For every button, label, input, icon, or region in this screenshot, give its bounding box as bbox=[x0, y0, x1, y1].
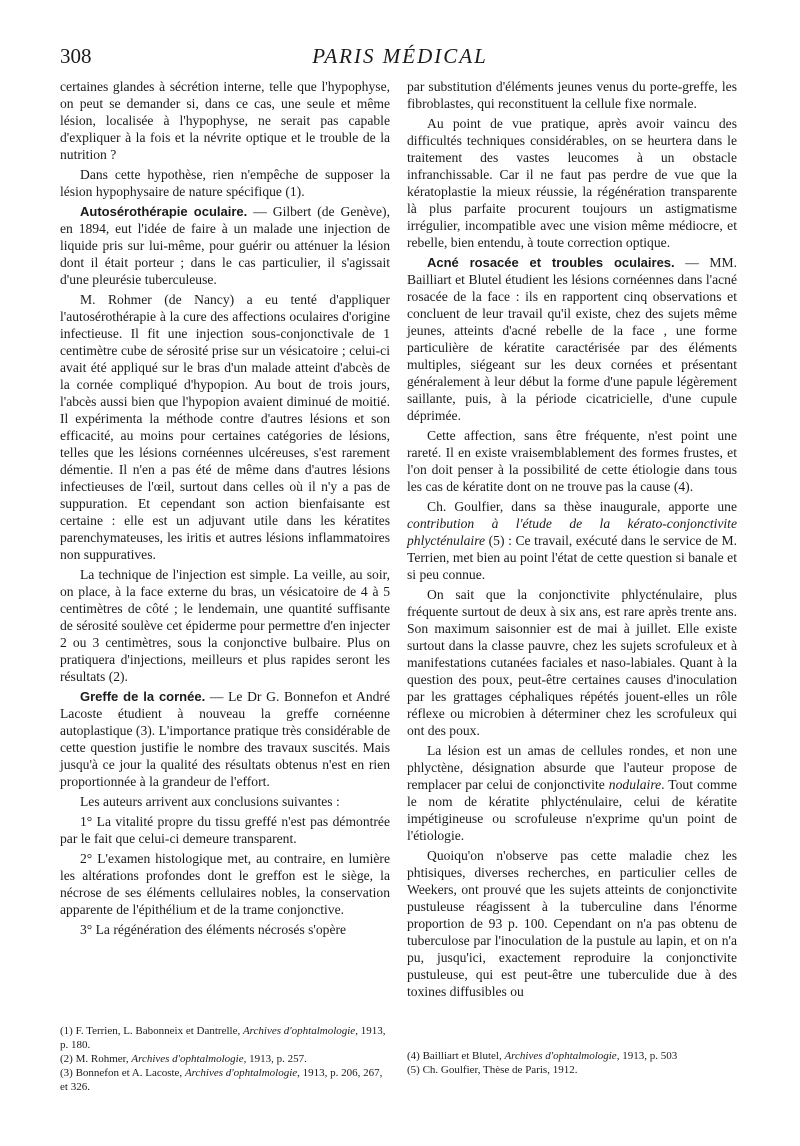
footnote-ref: , 1913, p. 206, 267, et 326. bbox=[60, 1067, 383, 1093]
footnote-author: (1) F. Terrien, L. Babonneix et Dantrelle, bbox=[60, 1025, 243, 1037]
paragraph-text: (5) : Ce travail, exécuté dans le service de M. Terrien, met bien au point l'état de cette question si banale et si peu connue. bbox=[407, 533, 737, 582]
footnote-author: (5) Ch. Goulfier, bbox=[407, 1064, 484, 1076]
right-column bbox=[407, 78, 737, 1003]
footnote bbox=[60, 1066, 390, 1094]
paragraph: Quoiqu'on n'observe pas cette maladie chez les phtisiques, diverses recherches, en particulier celles de Weekers, ont prouvé que les sujets atteints de conjonctivite pustuleuse réagissent à la tuberculine dans l'énorme proportion de 93 p. 100. Cependant on n'a pas obtenu de tuberculose par l'inoculation de la pustule au lapin, et on n'a pu, jusqu'ici, exactement reproduire la conjonctivite pustuleuse, qui est peut-être une tuberculide due à des toxines diffusibles ou bbox=[407, 848, 737, 999]
paragraph: M. Rohmer (de Nancy) a eu tenté d'appliquer l'autosérothérapie à la cure des affections oculaires d'origine infectieuse. Il fit une injection sous-conjonctivale de 1 centimètre cube de sérosité prise sur un vésicatoire ; celui-ci avait été appliqué sur le bras d'un malade atteint d'abcès de la cornée compliqué d'hypopion. Au bout de trois jours, l'abcès aussi bien que l'hypopion avaient diminué de moitié. Il expérimenta la méthode contre d'autres lésions et son efficacité, au moins pour certaines catégories de lésions, telles que les lésions cornéennes ulcéreuses, s'est rarement démentie. Il n'en a pas été de même dans d'autres lésions infectieuses de l'œil, surtout dans celles où il n'y a pas de suppuration. Et cependant son action bienfaisante est certaine : elle est un adjuvant utile dans les kératites parenchymateuses, les iritis et autres lésions inflammatoires non suppuratives. bbox=[60, 292, 390, 562]
footnote-author: (2) M. Rohmer, bbox=[60, 1053, 132, 1065]
footnotes-right bbox=[407, 1049, 737, 1077]
paragraph-text: . Tout comme le nom de kératite phlycténulaire, celui de kératite impétigineuse ou scrofuleuse n'exprime qu'un point de l'étiologie. bbox=[407, 777, 737, 843]
page-number: 308 bbox=[60, 44, 92, 68]
paragraph: certaines glandes à sécrétion interne, telle que l'hypophyse, on peut se demander si, dans ce cas, une seule et même lésion, localisée à l'hypophyse, ne serait pas capable d'expliquer à la fois et la névrite optique et le trouble de la nutrition ? bbox=[60, 79, 390, 162]
section-heading-autoserotherapie: Autosérothérapie oculaire. bbox=[80, 204, 248, 219]
footnote-journal: Archives d'ophtalmologie bbox=[131, 1053, 244, 1065]
footnote bbox=[60, 1024, 390, 1052]
paragraph: 2° L'examen histologique met, au contraire, en lumière les altérations profondes dont le greffon est le siège, la nécrose de ses éléments cellulaires nobles, la conservation apparente de l'épithélium et de la trame conjonctive. bbox=[60, 851, 390, 917]
paragraph bbox=[407, 254, 737, 424]
footnote-journal: Archives d'ophtalmologie bbox=[242, 1025, 356, 1037]
footnote-journal: Archives d'ophtalmologie bbox=[504, 1050, 617, 1062]
paragraph: 3° La régénération des éléments nécrosés s'opère bbox=[80, 922, 347, 937]
page-header bbox=[60, 44, 740, 74]
paragraph bbox=[60, 203, 390, 288]
paragraph-text: La lésion est un amas de cellules rondes, et non une phlyctène, désignation absurde que l'auteur propose de remplacer par celui de conjonctivite bbox=[407, 743, 737, 792]
paragraph bbox=[407, 498, 737, 583]
left-column bbox=[60, 78, 390, 941]
footnote bbox=[60, 1052, 390, 1066]
paragraph-text: — Gilbert (de Genève), en 1894, eut l'idée de faire à un malade une injection de liquide pris sur lui-même, pour guérir ou atténuer la lésion dont il était porteur ; dans le cas particulier, il s'agissait d'une pleurésie tuberculeuse. bbox=[60, 204, 390, 287]
paragraph: On sait que la conjonctivite phlycténulaire, plus fréquente surtout de deux à six ans, est rare après trente ans. Son maximum saisonnier est de mai à juillet. Elle existe surtout dans la classe pauvre, chez les sujets scrofuleux et à manifestations cutanées faciales et naso-labiales. Quant à la question des poux, peut-être certaines causes d'inoculation par les grattages céphaliques répétés jouent-elles un rôle réflexe ou microbien à déterminer chez les scrofuleux qui ont des poux. bbox=[407, 587, 737, 738]
paragraph bbox=[407, 742, 737, 844]
footnotes-left bbox=[60, 1024, 390, 1094]
footnote-author: (3) Bonnefon et A. Lacoste, bbox=[60, 1067, 185, 1079]
paragraph: La technique de l'injection est simple. La veille, au soir, on place, à la face externe du bras, un vésicatoire de 4 à 5 centimètres de côté ; le lendemain, une quantité suffisante de sérosité soulève cet épiderme pour permettre d'en injecter 2 ou 3 centimètres, sous la conjonctive bulbaire. Plus on pratiquera d'injections, meilleurs et plus rapides seront les résultats (2). bbox=[60, 567, 390, 684]
paragraph: Cette affection, sans être fréquente, n'est point une rareté. Il en existe vraisemblablement des formes frustes, et l'on doit penser à la possibilité de cette étiologie dans tous les cas de kératite dont on ne trouve pas la cause (4). bbox=[407, 428, 737, 494]
footnote-author: (4) Bailliart et Blutel, bbox=[407, 1050, 505, 1062]
paragraph-text: — MM. Bailliart et Blutel étudient les lésions cornéennes dans l'acné rosacée de la face : ils en rapportent cinq observations et concluent de leur travail qu'il existe, chez des sujets même jeunes, atteints d'acné rebelle de la face , une forme particulière de kératite caractérisée par des éléments multiples, siégeant sur les deux cornées et présentant généralement à leur début la forme d'une papule légèrement saillante, puis, à la période cicatricielle, d'une cupule déprimée. bbox=[407, 255, 737, 423]
footnote-ref: Thèse de Paris, 1912. bbox=[483, 1064, 578, 1076]
paragraph: par substitution d'éléments jeunes venus du porte-greffe, les fibroblastes, qui reconstituent la cellule fixe normale. bbox=[407, 79, 737, 111]
running-title: PARIS MÉDICAL bbox=[312, 44, 488, 68]
footnote-journal: Archives d'ophtalmologie bbox=[184, 1067, 298, 1079]
paragraph: Dans cette hypothèse, rien n'empêche de supposer la lésion hypophysaire de nature spécifique (1). bbox=[60, 167, 390, 199]
paragraph-text: Ch. Goulfier, dans sa thèse inaugurale, apporte une bbox=[427, 499, 737, 514]
paragraph: 1° La vitalité propre du tissu greffé n'est pas démontrée par le fait que celui-ci demeure transparent. bbox=[60, 814, 390, 846]
section-heading-greffe: Greffe de la cornée. bbox=[80, 689, 206, 704]
footnote bbox=[407, 1049, 737, 1063]
paragraph bbox=[60, 688, 390, 790]
section-heading-acne: Acné rosacée et troubles oculaires. bbox=[427, 255, 675, 270]
footnote-ref: , 1913, p. 257. bbox=[243, 1053, 307, 1065]
footnote-ref: , 1913, p. 180. bbox=[60, 1025, 386, 1051]
footnote-ref: , 1913, p. 503 bbox=[616, 1050, 678, 1062]
emphasis: nodulaire bbox=[608, 777, 662, 792]
paragraph: Au point de vue pratique, après avoir vaincu des difficultés techniques considérables, on se heurtera dans le traitement des vastes leucomes à un obstacle infranchissable. Car il ne faut pas perdre de vue que la kératoplastie la mieux réussie, la régénération transparente là plus parfaite procurent toujours un astigmatisme irrégulier, incompatible avec une vision même médiocre, et rebelle, bien entendu, à toute correction optique. bbox=[407, 116, 737, 250]
work-title: contribution à l'étude de la kérato-conjonctivite phlycténulaire bbox=[407, 516, 737, 548]
paragraph: Les auteurs arrivent aux conclusions suivantes : bbox=[80, 794, 340, 809]
paragraph-text: — Le Dr G. Bonnefon et André Lacoste étudient à nouveau la greffe cornéenne autoplastique (3). L'importance pratique très considérable de cette question justifie le nombre des travaux suscités. Mais jusqu'à ce jour la qualité des résultats obtenus n'est en rien proportionnée à la grandeur de l'effort. bbox=[60, 689, 390, 789]
footnote bbox=[407, 1063, 737, 1077]
